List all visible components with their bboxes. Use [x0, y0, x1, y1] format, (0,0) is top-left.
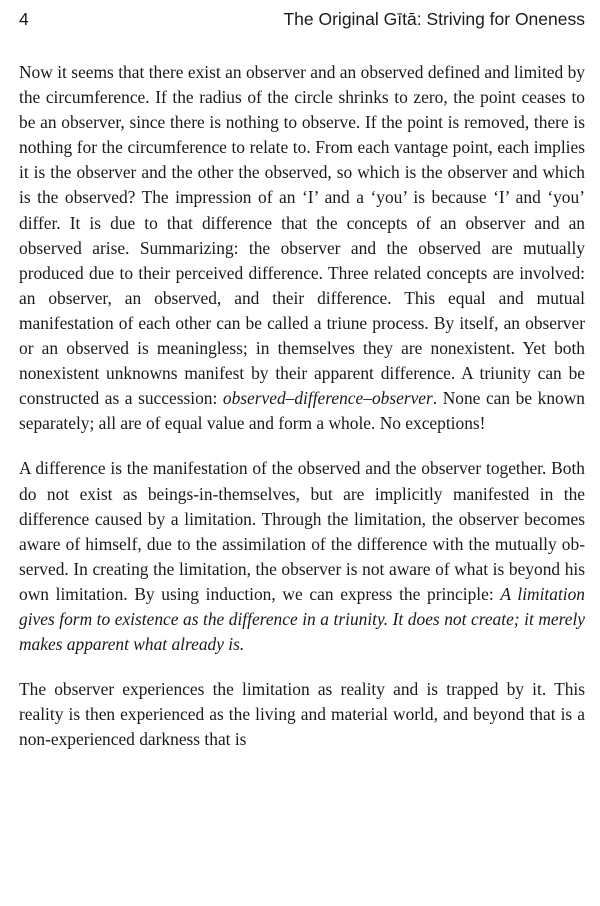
italic-text-segment: observed–difference–observer [222, 388, 433, 409]
page-number: 4 [19, 9, 29, 29]
text-segment: A difference is the manifestation of the observed and the observer together. Both do not exist as beings-in-themselves, but are implicitly manifested in the difference caused by a limitation. Through the limitation, the observer becomes aware of himself, due to the assimilation of the difference with the mutually observed. In creating the limitation, the observer is not aware of what is beyond his own limitation. By using induction, we can express the principle: [19, 458, 585, 604]
text-segment: . None can be known separately; all are of equal value and form a whole. No exceptions! [19, 388, 586, 434]
text-segment: Now it seems that there exist an observer and an observed defined and limited by the circumference. If the radius of the circle shrinks to zero, the point ceases to be an observer, since there is nothing to observe. If the point is removed, there is nothing for the circumference to relate to. From each vantage point, each implies it is the observer and the other the observed, so which is the observer and which is the observed? The impression of an ‘I’ and a ‘you’ is because ‘I’ and ‘you’ differ. It is due to that difference that the concepts of an observer and an observed arise. Summarizing: the observer and the observed are mutually produced due to their perceived difference. Three related concepts are involved: an observer, an observed, and their difference. This equal and mutual manifestation of each other can be called a triune process. By itself, an observer or an observed is meaningless; in themselves they are nonexistent. Yet both nonexistent unknowns manifest by their apparent difference. A triunity can be constructed as a succession: [19, 62, 585, 409]
paragraph [19, 60, 585, 436]
text-segment: The observer experiences the limitation as reality and is trapped by it. This reality is then experienced as the living and material world, and beyond that is a non-experienced darkness that is [19, 679, 585, 750]
italic-text-segment: A limitation gives form to existence as the difference in a triunity. It does not create; it merely makes apparent what already is. [19, 583, 585, 655]
paragraph [19, 677, 585, 752]
running-title: The Original Gītā: Striving for Oneness [283, 9, 585, 29]
body-text [19, 60, 585, 772]
running-header [19, 6, 585, 32]
paragraph [19, 456, 585, 657]
